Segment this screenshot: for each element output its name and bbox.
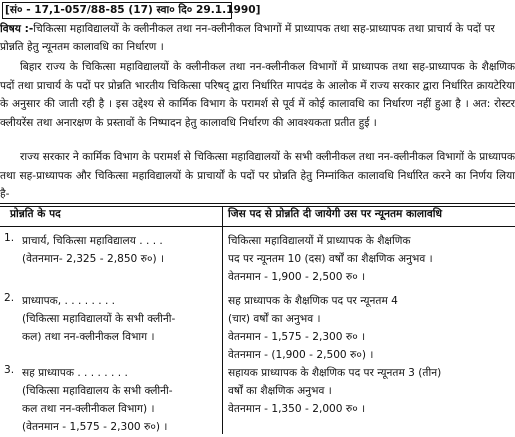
cell-line: चिकित्सा महाविद्यालयों में प्राध्यापक के शैक्षणिक [228,235,411,247]
cell-line: सह प्राध्यापक के शैक्षणिक पद पर न्यूनतम 4 [228,295,398,307]
cell-line: वेतनमान - 1,350 - 2,000 रु० । [228,403,366,415]
table-header-promotion-post: प्रोन्नति के पद [10,208,61,220]
row-post-cell [22,232,220,268]
reference-number: [सं० - 17,1-057/88-85 (17) स्वा० दि० 29.1.1990] [2,2,232,19]
paragraph-background: बिहार राज्य के चिकित्सा महाविद्यालयों के क्लीनीकल तथा नन-क्लीनीकल विभागों में प्राध्यापक तथा सह-प्राध्यापक के शैक्षणिक पदों तथा प्राचार्य के पदों पर प्रोन्नति भारतीय चिकित्सा परिषद् द्वारा निर्धारित मापदंड के आलोक में राज्य सरकार द्वारा निर्धारित क्रायटेरिया के अनुसार की जाती रही है । इस उद्देश्य से कार्मिक विभाग के परामर्श से पूर्व में कोई कालावधि का निर्धारण नहीं हुआ है । अत: रोस्टर क्लीयरेंस तथा अनारक्षण के प्रस्तावों के निष्पादन हेतु कालावधि निर्धारण की आवश्यकता प्रतीत हुई । [0,61,515,129]
row-number: 1. [4,232,15,244]
paragraph-decision: राज्य सरकार ने कार्मिक विभाग के परामर्श से चिकित्सा महाविद्यालयों के सभी क्लीनीकल तथा नन-क्लीनीकल विभागों के प्राध्यापक तथा सह-प्राध्यापक और चिकित्सा महाविद्यालयों के प्राचार्यों के पदों पर प्रोन्नति हेतु निम्नांकित कालावधि निर्धारित करने का निर्णय लिया है- [0,151,515,200]
table-header-minimum-period: जिस पद से प्रोन्नति दी जायेगी उस पर न्यूनतम कालावधि [228,208,442,220]
cell-line: सहायक प्राध्यापक के शैक्षणिक पद पर न्यूनतम 3 (तीन) [228,367,442,379]
row-period-cell [228,364,513,418]
cell-line: (चार) वर्षों का अनुभव । [228,313,321,325]
subject-label: विषय :- [0,23,34,35]
row-period-cell [228,292,513,364]
table-column-divider [222,206,223,434]
cell-line: वर्षों का शैक्षणिक अनुभव । [228,385,332,397]
row-number: 3. [4,364,15,376]
cell-line: (चिकित्सा महाविद्यालय के सभी क्लीनी- [22,385,173,397]
cell-line: प्राध्यापक, . . . . . . . . [22,295,116,307]
table-top-rule [0,203,515,204]
row-period-cell [228,232,513,286]
subject-line [0,20,515,56]
cell-line: कल तथा नन-क्लीनीकल विभाग) । [22,403,155,415]
cell-line: पद पर न्यूनतम 10 (दस) वर्षों का शैक्षणिक अनुभव । [228,253,433,265]
row-number: 2. [4,292,15,304]
cell-line: वेतनमान - 1,900 - 2,500 रु० । [228,271,366,283]
cell-line: (चिकित्सा महाविद्यालयों के सभी क्लीनी- [22,313,176,325]
cell-line: (वेतनमान- 2,325 - 2,850 रु०) । [22,253,165,265]
row-post-cell [22,364,220,436]
cell-line: वेतनमान - (1,900 - 2,500 रु०) । [228,349,374,361]
table-header-rule [0,226,515,227]
cell-line: (वेतनमान - 1,575 - 2,300 रु०) । [22,421,168,433]
subject-text: चिकित्सा महाविद्यालयों के क्लीनीकल तथा नन-क्लीनीकल विभागों में प्राध्यापक तथा सह-प्राध्यापक तथा प्राचार्य के पदों पर प्रोन्नति हेतु न्यूनतम कालावधि का निर्धारण । [0,23,495,53]
cell-line: वेतनमान - 1,575 - 2,300 रु० । [228,331,366,343]
cell-line: कल) तथा नन-क्लीनीकल विभाग । [22,331,155,343]
cell-line: सह प्राध्यापक . . . . . . . . [22,367,128,379]
cell-line: प्राचार्य, चिकित्सा महाविद्यालय . . . . [22,235,163,247]
row-post-cell [22,292,220,346]
